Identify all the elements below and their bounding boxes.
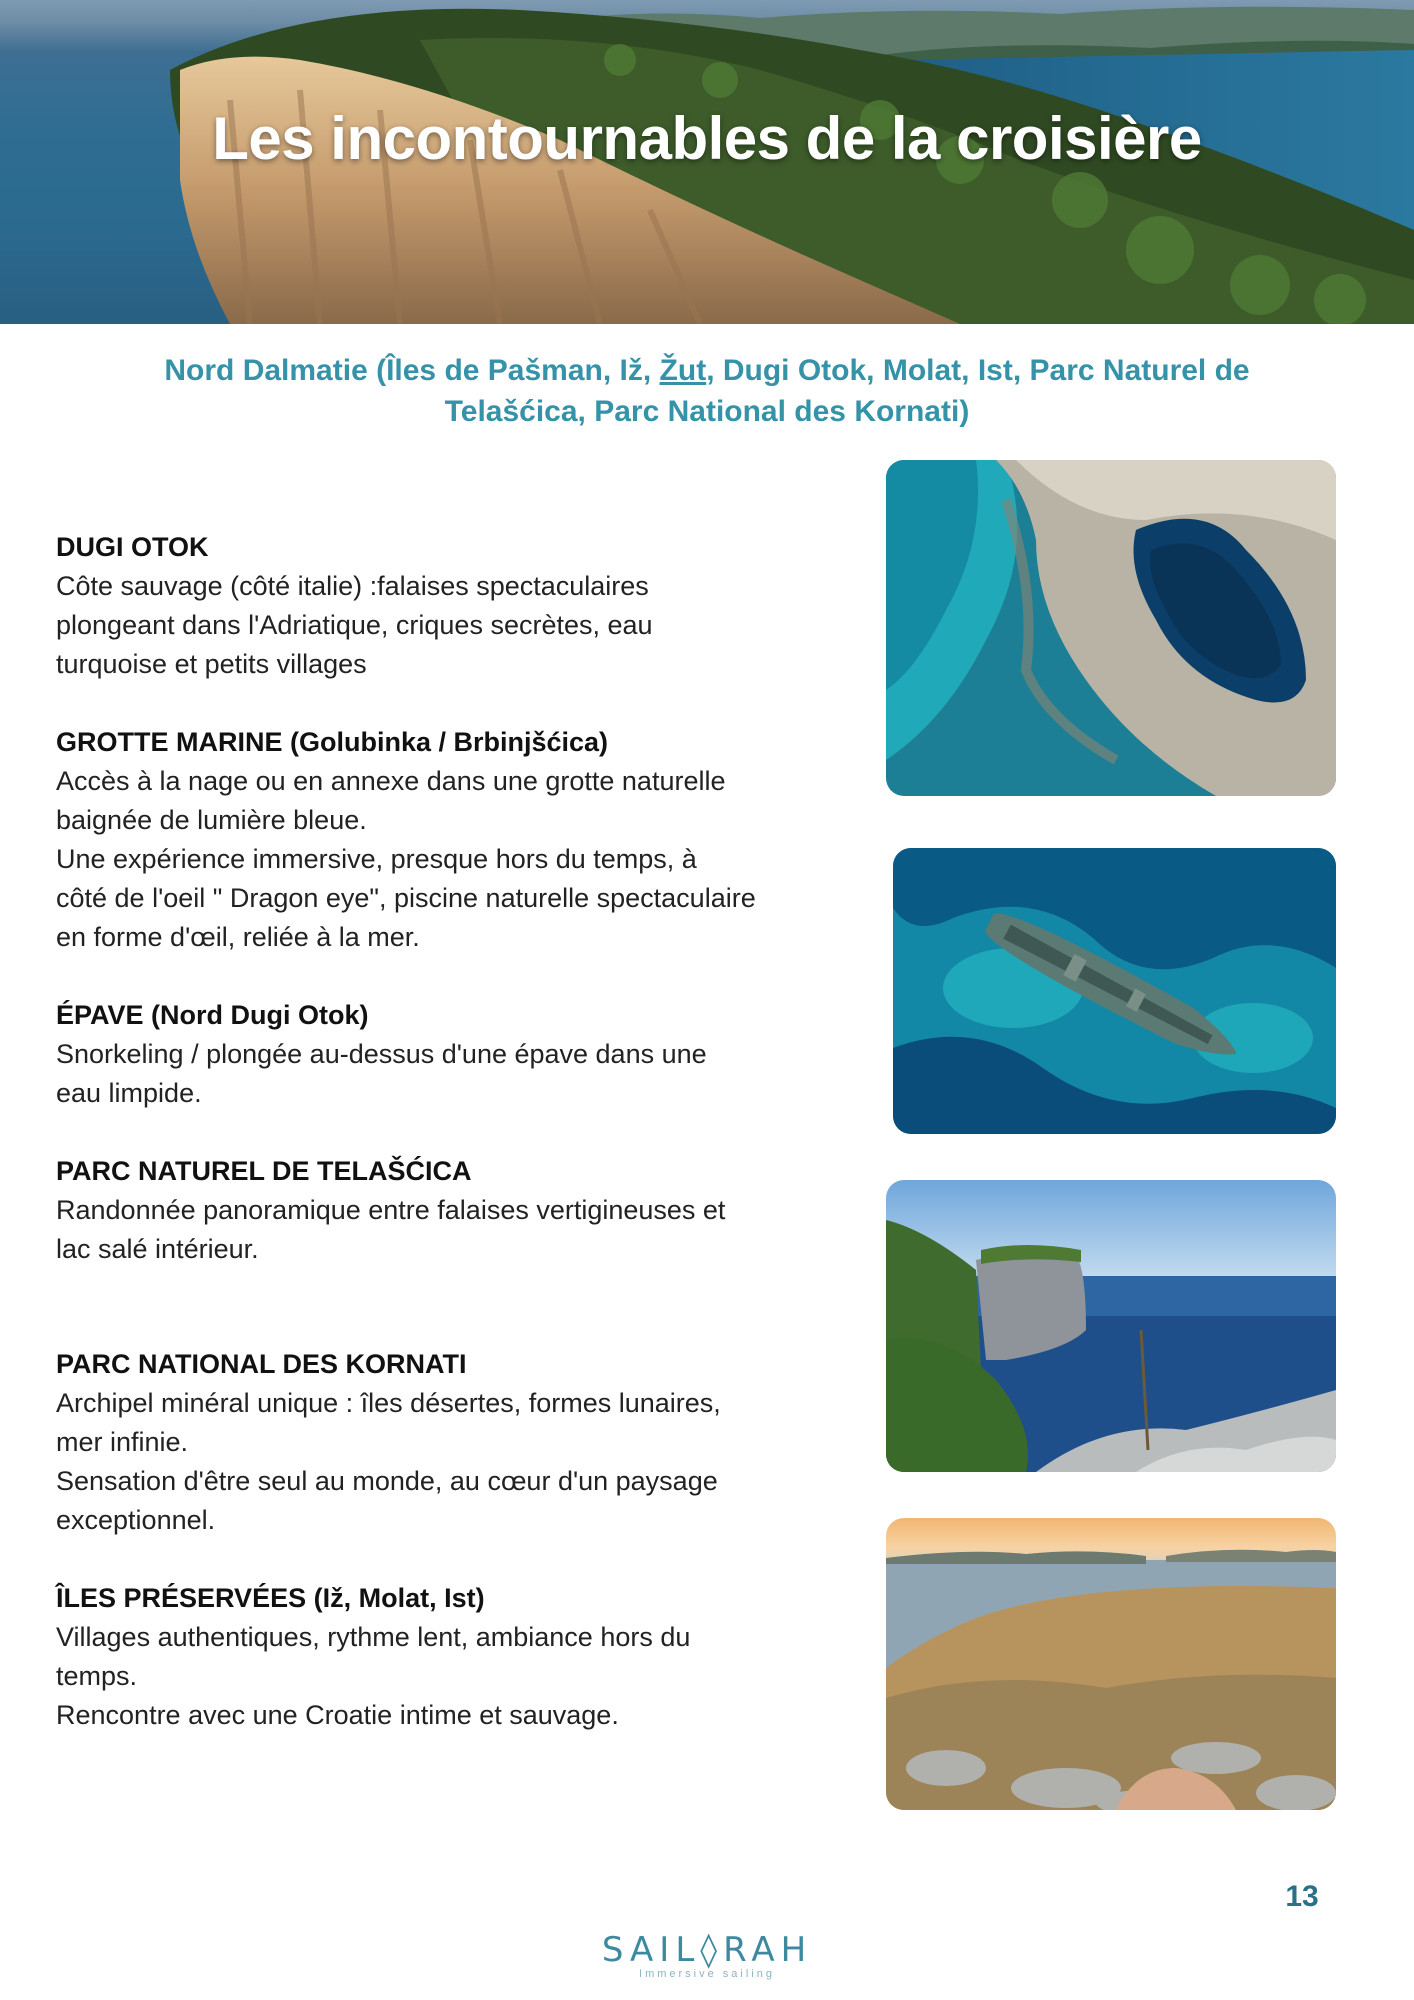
region-subtitle <box>120 350 1294 432</box>
subtitle-part1: Nord Dalmatie (Îles de Pašman, Iž, <box>164 354 660 387</box>
section-dugi-otok <box>56 528 826 684</box>
subtitle-part2: , Dugi Otok, Molat, Ist, Parc Naturel de Telašćica, Parc National des Kornati) <box>444 354 1250 428</box>
hero-banner <box>0 0 1414 324</box>
photo-dragon-eye-aerial <box>886 460 1336 796</box>
section-grotte-marine <box>56 723 826 957</box>
subtitle-link-zut[interactable]: Žut <box>659 354 707 387</box>
section-epave <box>56 996 826 1113</box>
logo-name: SAIL◊RAH <box>601 1930 813 1970</box>
section-iles-preservees <box>56 1579 826 1735</box>
section-kornati <box>56 1345 826 1540</box>
section-body: Snorkeling / plongée au-dessus d'une épave dans une eau limpide. <box>56 1039 707 1108</box>
page-title: Les incontournables de la croisière <box>212 105 1202 172</box>
section-body: Archipel minéral unique : îles désertes, formes lunaires, mer infinie. Sensation d'être seul au monde, au cœur d'un paysage exceptionnel. <box>56 1388 721 1535</box>
section-telascica <box>56 1152 826 1269</box>
section-body: Côte sauvage (côté italie) :falaises spectaculaires plongeant dans l'Adriatique, criques secrètes, eau turquoise et petits villages <box>56 571 653 679</box>
section-title: PARC NATIONAL DES KORNATI <box>56 1349 467 1379</box>
photo-shipwreck <box>893 848 1336 1134</box>
photo-telascica-cliffs <box>886 1180 1336 1472</box>
section-body: Villages authentiques, rythme lent, ambiance hors du temps. Rencontre avec une Croatie intime et sauvage. <box>56 1622 691 1730</box>
section-title: PARC NATUREL DE TELAŠĆICA <box>56 1156 472 1186</box>
section-title: DUGI OTOK <box>56 532 209 562</box>
section-body: Accès à la nage ou en annexe dans une grotte naturelle baignée de lumière bleue. Une expérience immersive, presque hors du temps, à côté de l'oeil " Dragon eye", piscine naturelle spectaculaire en forme d'œil, reliée à la mer. <box>56 766 756 952</box>
page-number: 13 <box>1285 1880 1319 1913</box>
photo-kornati-sunset <box>886 1518 1336 1810</box>
highlights-list <box>56 528 826 1735</box>
section-body: Randonnée panoramique entre falaises vertigineuses et lac salé intérieur. <box>56 1195 726 1264</box>
sailorah-logo <box>560 1930 854 1980</box>
logo-tagline: Immersive sailing <box>639 1968 775 1980</box>
section-title: GROTTE MARINE (Golubinka / Brbinjšćica) <box>56 727 609 757</box>
section-title: ÉPAVE (Nord Dugi Otok) <box>56 1000 369 1030</box>
section-title: ÎLES PRÉSERVÉES (Iž, Molat, Ist) <box>56 1583 485 1613</box>
